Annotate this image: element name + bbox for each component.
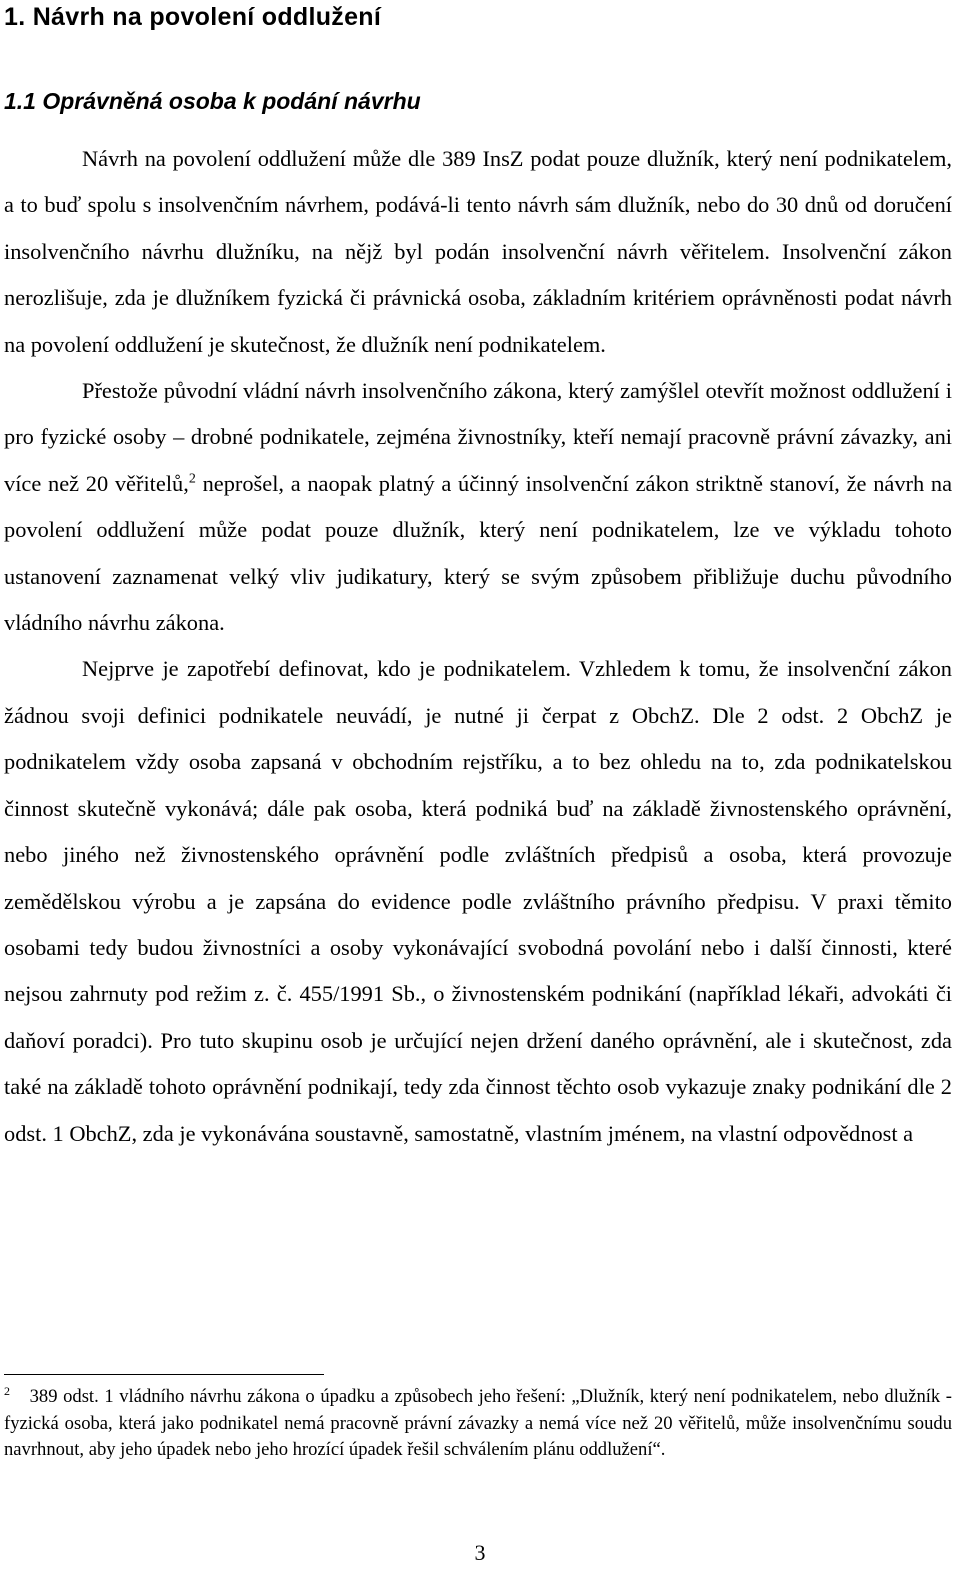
footnote [4, 1384, 952, 1464]
paragraph-3: Nejprve je zapotřebí definovat, kdo je podnikatelem. Vzhledem k tomu, že insolvenční zákon žádnou svoji definici podnikatele neuvádí, je nutné ji čerpat z ObchZ. Dle 2 odst. 2 ObchZ je podnikatelem vždy osoba zapsaná v obchodním rejstříku, a to bez ohledu na to, zda podnikatelskou činnost skutečně vykonává; dále pak osoba, která podniká buď na základě živnostenského oprávnění, nebo jiného než živnostenského oprávnění podle zvláštních předpisů a osoba, která provozuje zemědělskou výrobu a je zapsána do evidence podle zvláštního právního předpisu. V praxi těmito osobami tedy budou živnostníci a osoby vykonávající svobodná povolání nebo i další činnosti, které nejsou zahrnuty pod režim z. č. 455/1991 Sb., o živnostenském podnikání (například lékaři, advokáti či daňoví poradci). Pro tuto skupinu osob je určující nejen držení daného oprávnění, ale i skutečnost, zda také na základě tohoto oprávnění podnikají, tedy zda činnost těchto osob vykazuje znaky podnikání dle 2 odst. 1 ObchZ, zda je vykonávána soustavně, samostatně, vlastním jménem, na vlastní odpovědnost a [4, 656, 952, 1146]
page-number: 3 [474, 1540, 486, 1565]
paragraph-2-text-a: Přestože původní vládní návrh insolvenčního zákona, který zamýšlel otevřít možnost oddlužení i pro fyzické osoby – drobné podnikatele, zejména živnostníky, kteří nemají pracovně právní závazky, ani více než 20 věřitelů, [4, 378, 952, 496]
chapter-heading: 1. Návrh na povolení oddlužení [4, 3, 382, 31]
paragraph-2-text-b: neprošel, a naopak platný a účinný insolvenční zákon striktně stanoví, že návrh na povolení oddlužení může podat pouze dlužník, který není podnikatelem, lze ve výkladu tohoto ustanovení zaznamenat velký vliv judikatury, který se svým způsobem přibližuje duchu původního vládního návrhu zákona. [4, 470, 953, 636]
footnote-text: 389 odst. 1 vládního návrhu zákona o úpadku a způsobech jeho řešení: „Dlužník, který není podnikatelem, nebo dlužník - fyzická osoba, která jako podnikatel nemá pracovně právní závazky a nemá více než 20 věřitelů, může insolvenčnímu soudu navrhnout, aby jeho úpadek nebo jeho hrozící úpadek řešil schválením plánu oddlužení“. [4, 1386, 952, 1460]
paragraph-2 [4, 368, 952, 646]
footnote-reference[interactable]: 2 [188, 471, 196, 487]
footnote-separator [4, 1374, 324, 1375]
section-heading: 1.1 Oprávněná osoba k podání návrhu [4, 88, 421, 114]
footnote-mark: 2 [4, 1383, 10, 1398]
body-text [4, 136, 952, 1157]
paragraph-1: Návrh na povolení oddlužení může dle 389 InsZ podat pouze dlužník, který není podnikatelem, a to buď spolu s insolvenčním návrhem, podává-li tento návrh sám dlužník, nebo do 30 dnů od doručení insolvenčního návrhu dlužníku, na nějž byl podán insolvenční návrh věřitelem. Insolvenční zákon nerozlišuje, zda je dlužníkem fyzická či právnická osoba, základním kritériem oprávněnosti podat návrh na povolení oddlužení je skutečnost, že dlužník není podnikatelem. [4, 146, 952, 357]
